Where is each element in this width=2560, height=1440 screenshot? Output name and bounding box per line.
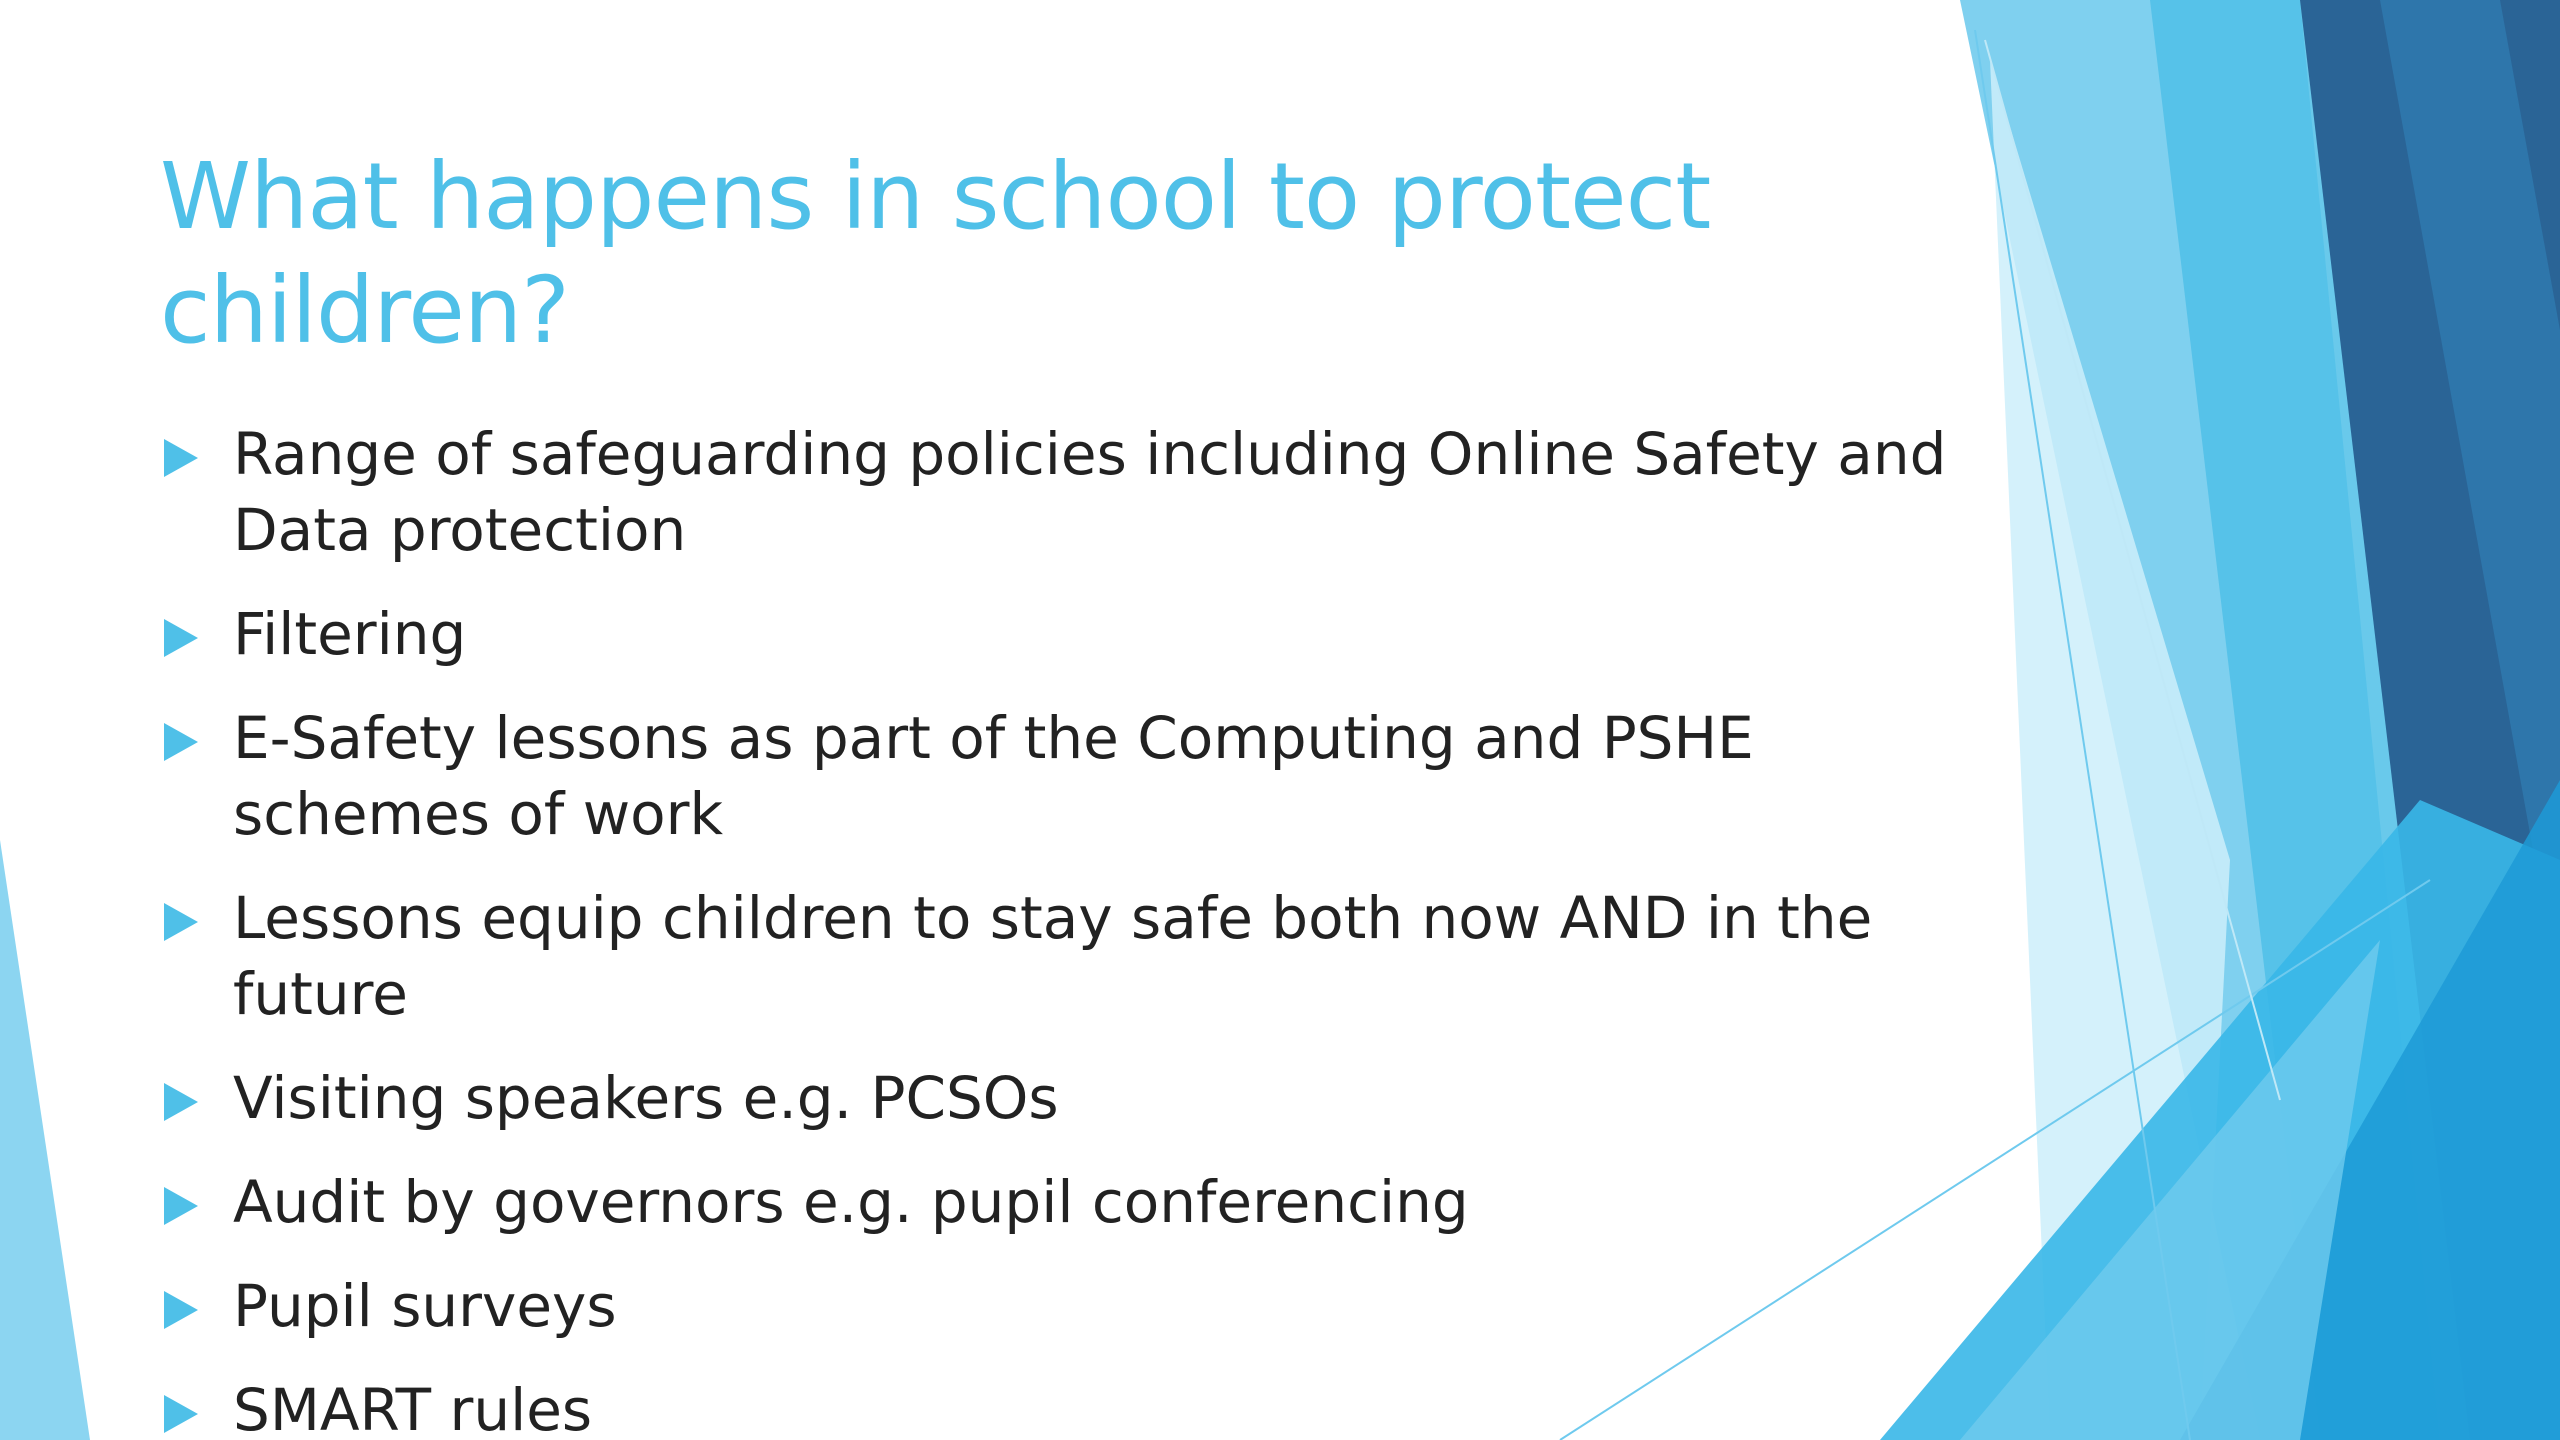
bullet-text: Audit by governors e.g. pupil conferencing	[233, 1168, 1469, 1236]
triangle-right-icon	[164, 1291, 198, 1329]
left-facet	[0, 840, 90, 1440]
bullet-text: Filtering	[233, 600, 467, 668]
triangle-right-icon	[164, 1395, 198, 1433]
bullet-item	[160, 700, 1960, 852]
bullet-item	[160, 1372, 1960, 1440]
triangle-right-icon	[164, 619, 198, 657]
triangle-right-icon	[164, 903, 198, 941]
bullet-text: Range of safeguarding policies including Online Safety and Data protection	[233, 420, 1947, 564]
bullet-text: E-Safety lessons as part of the Computing and PSHE schemes of work	[233, 704, 1754, 848]
bullet-text: SMART rules	[233, 1376, 593, 1440]
bullet-item	[160, 416, 1960, 568]
slide-title: What happens in school to protect children?	[160, 143, 1711, 364]
triangle-right-icon	[164, 1187, 198, 1225]
triangle-right-icon	[164, 1083, 198, 1121]
triangle-right-icon	[164, 439, 198, 477]
bullet-item	[160, 596, 1960, 672]
bullet-text: Pupil surveys	[233, 1272, 617, 1340]
bullet-item	[160, 880, 1960, 1032]
bullet-item	[160, 1268, 1960, 1344]
bullet-item	[160, 1164, 1960, 1240]
bullet-text: Lessons equip children to stay safe both now AND in the future	[233, 884, 1873, 1028]
bullet-item	[160, 1060, 1960, 1136]
bullet-list	[160, 416, 1960, 1440]
triangle-right-icon	[164, 723, 198, 761]
bullet-text: Visiting speakers e.g. PCSOs	[233, 1064, 1059, 1132]
